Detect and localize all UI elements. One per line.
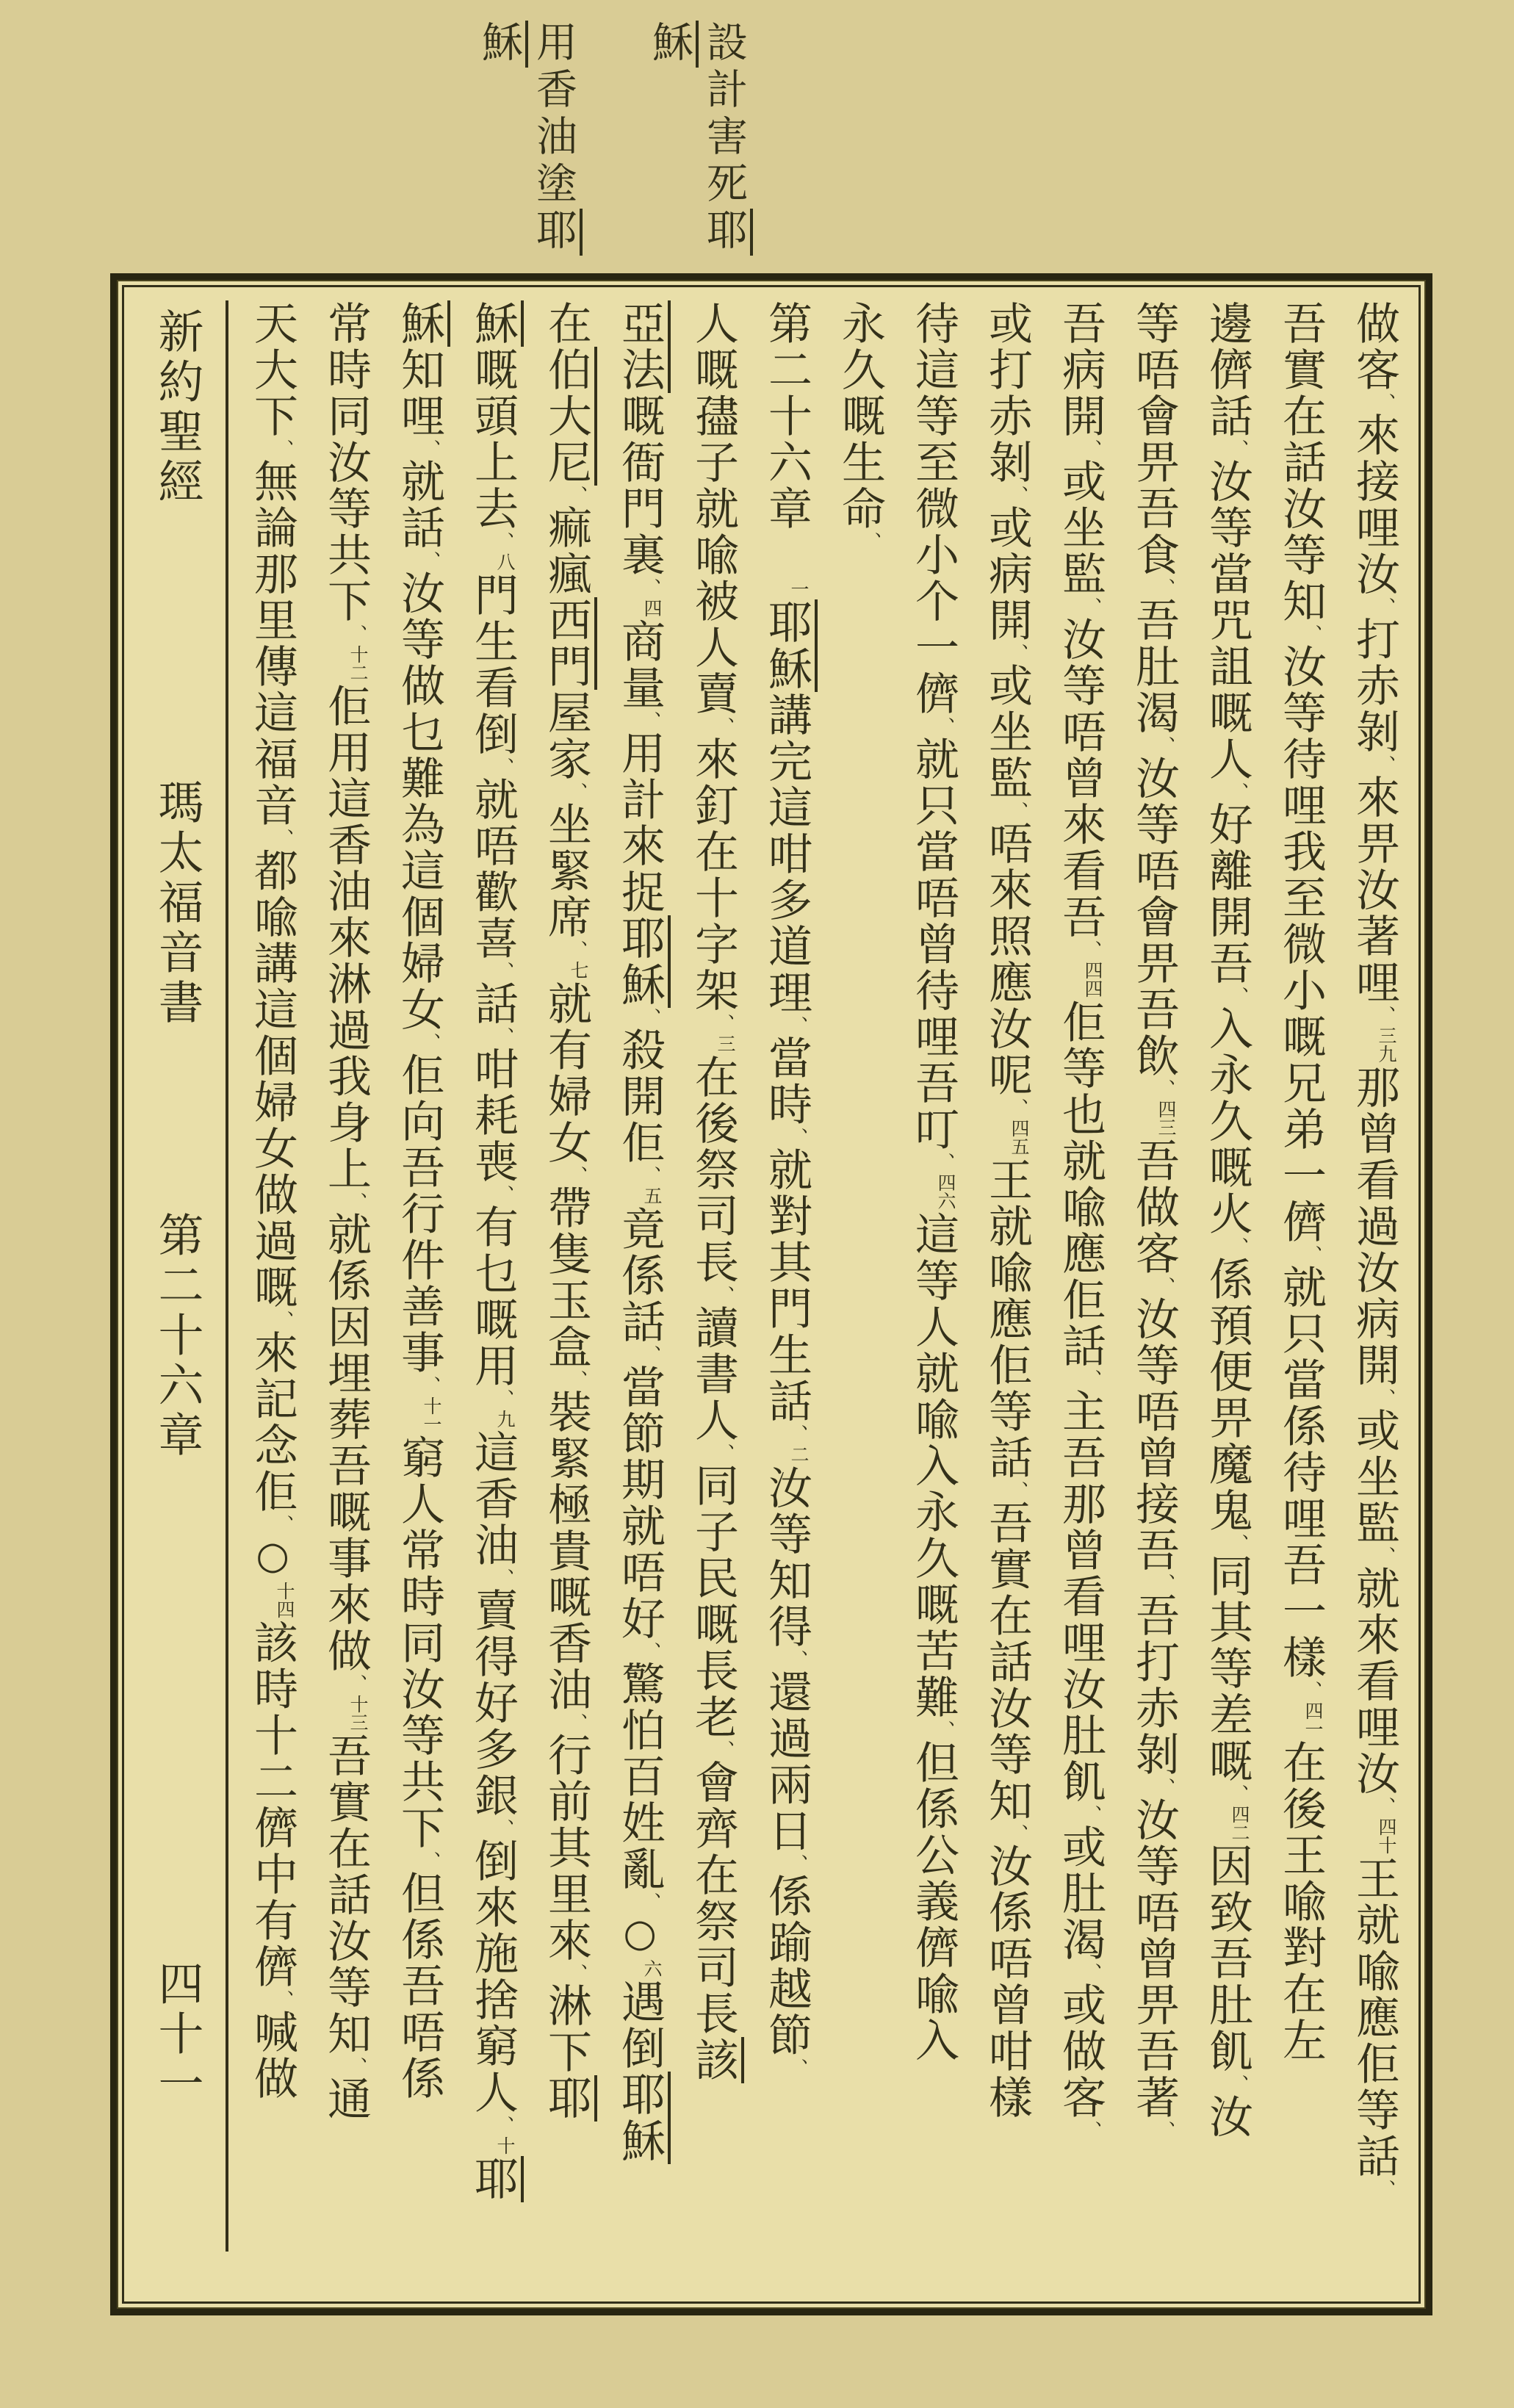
text-column-4: 等唔會畀吾食、吾肚渴、汝等唔會畀吾飲、四三吾做客、汝等唔曾接吾、吾打赤剝、汝等唔曾畀吾著、 [1117, 300, 1191, 2291]
verse-number-marker: 十 [494, 2136, 516, 2155]
verse-number-marker: 九 [494, 1410, 516, 1428]
pause-mark: 、 [933, 717, 955, 736]
page-number: 四十一 [151, 1960, 204, 2110]
proper-noun-mark: 穌 [646, 21, 699, 68]
annotation-column [642, 21, 696, 285]
text-column-3: 邊儕話、汝等當咒詛嘅人、好離開吾、入永久嘅火、係預便畀魔鬼、同其等差嘅、四二因致吾肚飢、汝 [1191, 300, 1264, 2291]
proper-noun-mark: 穌 [467, 300, 524, 347]
pause-mark: 、 [933, 1153, 955, 1172]
pause-mark: 、 [566, 1370, 588, 1389]
chapter-title: 第二十六章 [151, 1211, 204, 1461]
pause-mark: 、 [566, 940, 588, 959]
pause-mark: 、 [1374, 1388, 1396, 1407]
pause-mark: 、 [1153, 2121, 1175, 2140]
proper-noun-mark: 西門 [541, 597, 597, 690]
annotation-column [472, 21, 526, 285]
pause-mark: 、 [1227, 987, 1249, 1006]
pause-mark: 、 [786, 1016, 808, 1035]
pause-mark: 、 [1227, 2074, 1249, 2094]
pause-mark: 、 [639, 1892, 661, 1911]
verse-number-marker: 十二 [347, 645, 369, 682]
text-column-5: 吾病開、或坐監、汝等唔曾來看吾、四四佢等也就喩應佢話、主吾那曾看哩汝肚飢、或肚渴、或做客、 [1044, 300, 1117, 2291]
text-column-9: 第二十六章 一耶穌講完這咁多道理、當時、就對其門生話、二汝等知得、還過兩日、係踰越節、 [750, 300, 823, 2291]
pause-mark: 、 [786, 1854, 808, 1873]
section-ring-mark: ○ [618, 1911, 662, 1958]
verse-number-marker: 四三 [1156, 1100, 1177, 1136]
verse-number-marker: 三 [715, 1034, 736, 1053]
pause-mark: 、 [1227, 439, 1249, 458]
pause-mark: 、 [1080, 439, 1102, 458]
pause-mark: 、 [1006, 1481, 1028, 1500]
pause-mark: 、 [566, 1964, 588, 1983]
text-column-6: 或打赤剝、或病開、或坐監、唔來照應汝呢、四五王就喩應佢等話、吾實在話汝等知、汝係唔曾咁樣 [970, 300, 1044, 2291]
pause-mark: 、 [345, 1192, 367, 1211]
pause-mark: 、 [786, 1650, 808, 1669]
pause-mark: 、 [1374, 597, 1396, 616]
proper-noun-mark: 耶 [700, 209, 753, 256]
pause-mark: 、 [419, 1376, 441, 1395]
text-column-15: 常時同汝等共下、十二佢用這香油來淋過我身上、就係因埋葬吾嘅事來做、十三吾實在話汝等知、通 [309, 300, 383, 2291]
pause-mark: 、 [1374, 2180, 1396, 2199]
proper-noun-mark: 伯大尼 [541, 347, 597, 486]
text-column-10: 人嘅孻子就喩被人賣、來釘在十字架、三在後祭司長、讀書人、同子民嘅長老、會齊在祭司長該 [677, 300, 750, 2291]
pause-mark: 、 [1300, 1681, 1322, 1700]
pause-mark: 、 [492, 532, 514, 551]
pause-mark: 、 [419, 1033, 441, 1052]
pause-mark: 、 [1374, 1797, 1396, 1816]
pause-mark: 、 [1153, 1079, 1175, 1098]
pause-mark: 、 [639, 711, 661, 730]
verse-number-marker: 三九 [1376, 1026, 1397, 1063]
pause-mark: 、 [566, 782, 588, 801]
verse-number-marker: 四 [641, 599, 663, 617]
pause-mark: 、 [859, 532, 882, 551]
section-ring-mark: ○ [250, 1534, 295, 1580]
pause-mark: 、 [492, 2116, 514, 2135]
pause-mark: 、 [1080, 1369, 1102, 1388]
verse-number-marker: 十四 [274, 1582, 295, 1618]
pause-mark: 、 [639, 1008, 661, 1027]
pause-mark: 、 [1006, 644, 1028, 663]
verse-number-marker: 七 [568, 961, 589, 979]
pause-mark: 、 [345, 2057, 367, 2076]
text-column-8: 永久嘅生命、 [823, 300, 897, 2291]
text-column-2: 吾實在話汝等知、汝等待哩我至微小嘅兄弟一儕、就只當係待哩吾一樣、四一在後王喩對在左 [1264, 300, 1338, 2291]
text-column-1: 做客、來接哩汝、打赤剝、來畀汝著哩、三九那曾看過汝病開、或坐監、就來看哩汝、四十王就喩應佢等話、 [1338, 300, 1411, 2291]
margin-annotations [0, 0, 1514, 272]
annotation-column: 用香油塗耶 [526, 21, 580, 285]
verse-number-marker: 四六 [935, 1173, 956, 1210]
pause-mark: 、 [1080, 1963, 1102, 1982]
verse-number-marker: 四一 [1302, 1701, 1324, 1738]
pause-mark: 、 [419, 439, 441, 458]
pause-mark: 、 [713, 1443, 735, 1463]
proper-noun-mark: 該 [688, 2037, 744, 2083]
pause-mark: 、 [1374, 1546, 1396, 1565]
verse-number-marker: 四四 [1082, 961, 1103, 998]
pause-mark: 、 [345, 624, 367, 644]
proper-noun-mark: 耶 [467, 2156, 524, 2202]
pause-mark: 、 [1300, 624, 1322, 644]
proper-noun-mark: 耶穌 [614, 2072, 671, 2164]
pause-mark: 、 [713, 717, 735, 736]
verse-number-marker: 四五 [1009, 1119, 1030, 1156]
pause-mark: 、 [1374, 393, 1396, 412]
proper-noun-mark: 耶 [530, 209, 583, 256]
pause-mark: 、 [713, 1286, 735, 1305]
pause-mark: 、 [492, 1568, 514, 1587]
pause-mark: 、 [786, 1128, 808, 1147]
pause-mark: 、 [492, 1185, 514, 1204]
title-column-divider [226, 300, 228, 2252]
verse-number-marker: 十三 [347, 1695, 369, 1731]
text-column-16: 天大下、無論那里傳這福音、都喩講這個婦女做過嘅、來記念佢、○十四該時十二儕中有儕、喊做 [236, 300, 309, 2291]
title-column [139, 300, 215, 2291]
pause-mark: 、 [566, 486, 588, 505]
annotation-column: 設計害死耶 [696, 21, 751, 285]
scripture-text-area [129, 300, 1411, 2291]
text-column-13: 穌嘅頭上去、八門生看倒、就唔歡喜、話、咁耗喪、有乜嘅用、九這香油、賣得好多銀、倒來施捨窮人、十耶 [456, 300, 530, 2291]
proper-noun-mark: 穌 [475, 21, 528, 68]
pause-mark: 、 [492, 1027, 514, 1046]
pause-mark: 、 [933, 1720, 955, 1740]
verse-number-marker: 十一 [421, 1396, 442, 1433]
pause-mark: 、 [1374, 1006, 1396, 1025]
pause-mark: 、 [786, 2058, 808, 2077]
pause-mark: 、 [639, 578, 661, 597]
pause-mark: 、 [639, 1166, 661, 1185]
page-frame-inner-border [122, 285, 1421, 2304]
pause-mark: 、 [492, 1389, 514, 1408]
proper-noun-mark: 亞法 [614, 300, 671, 393]
pause-mark: 、 [1374, 755, 1396, 774]
pause-mark: 、 [492, 962, 514, 981]
book-title: 新約聖經 [151, 308, 204, 508]
pause-mark: 、 [1227, 782, 1249, 801]
pause-mark: 、 [1227, 1534, 1249, 1553]
pause-mark: 、 [713, 1014, 735, 1033]
pause-mark: 、 [1080, 2121, 1102, 2140]
proper-noun-mark: 耶穌 [614, 915, 671, 1008]
verse-number-marker: 一 [788, 580, 810, 598]
pause-mark: 、 [1300, 1245, 1322, 1264]
verse-number-marker: 二 [788, 1445, 810, 1463]
margin-note-anointing-jesus-with-oil [470, 21, 580, 285]
verse-number-marker: 四十 [1376, 1817, 1397, 1854]
pause-mark: 、 [1153, 578, 1175, 597]
pause-mark: 、 [639, 1345, 661, 1364]
pause-mark: 、 [639, 1642, 661, 1661]
text-column-14: 穌知哩、就話、汝等做乜難為這個婦女、佢向吾行件善事、十一窮人常時同汝等共下、但係吾唔係 [383, 300, 456, 2291]
pause-mark: 、 [1153, 1778, 1175, 1797]
pause-mark: 、 [272, 1990, 294, 2009]
text-column-7: 待這等至微小个一儕、就只當唔曾待哩吾叮、四六這等人就喩入永久嘅苦難、但係公義儕喩入 [897, 300, 970, 2291]
pause-mark: 、 [1080, 597, 1102, 616]
pause-mark: 、 [492, 757, 514, 776]
pause-mark: 、 [1153, 736, 1175, 755]
pause-mark: 、 [272, 829, 294, 848]
pause-mark: 、 [419, 1851, 441, 1870]
pause-mark: 、 [1153, 1277, 1175, 1296]
verse-number-marker: 六 [641, 1959, 663, 1978]
pause-mark: 、 [1080, 1805, 1102, 1824]
pause-mark: 、 [345, 1674, 367, 1693]
gospel-title: 瑪太福音書 [151, 779, 204, 1028]
pause-mark: 、 [1227, 1784, 1249, 1803]
pause-mark: 、 [566, 1166, 588, 1185]
text-column-12: 在伯大尼、痲瘋西門屋家、坐緊席、七就有婦女、帶隻玉盒、裝緊極貴嘅香油、行前其里來、淋下耶 [530, 300, 603, 2291]
proper-noun-mark: 耶 [541, 2075, 597, 2122]
pause-mark: 、 [419, 551, 441, 570]
pause-mark: 、 [1080, 940, 1102, 959]
verse-number-marker: 五 [641, 1186, 663, 1205]
pause-mark: 、 [786, 1424, 808, 1443]
verse-number-marker: 八 [494, 552, 516, 571]
pause-mark: 、 [1006, 1824, 1028, 1843]
verse-number-marker: 四二 [1229, 1805, 1250, 1842]
pause-mark: 、 [566, 1713, 588, 1732]
proper-noun-mark: 穌 [394, 300, 450, 347]
pause-mark: 、 [1227, 1237, 1249, 1256]
pause-mark: 、 [272, 1515, 294, 1534]
pause-mark: 、 [1006, 486, 1028, 505]
pause-mark: 、 [1006, 1098, 1028, 1117]
margin-note-plot-to-kill-jesus [641, 21, 751, 285]
text-column-11: 亞法嘅衙門裏、四商量、用計來捉耶穌、殺開佢、五竟係話、當節期就唔好、驚怕百姓亂、○六遇倒耶穌 [603, 300, 677, 2291]
pause-mark: 、 [272, 1311, 294, 1330]
pause-mark: 、 [713, 1740, 735, 1759]
pause-mark: 、 [1006, 801, 1028, 821]
pause-mark: 、 [272, 439, 294, 458]
pause-mark: 、 [1153, 1574, 1175, 1593]
page-frame [110, 273, 1432, 2315]
pause-mark: 、 [492, 1819, 514, 1838]
proper-noun-mark: 耶穌 [761, 599, 818, 692]
